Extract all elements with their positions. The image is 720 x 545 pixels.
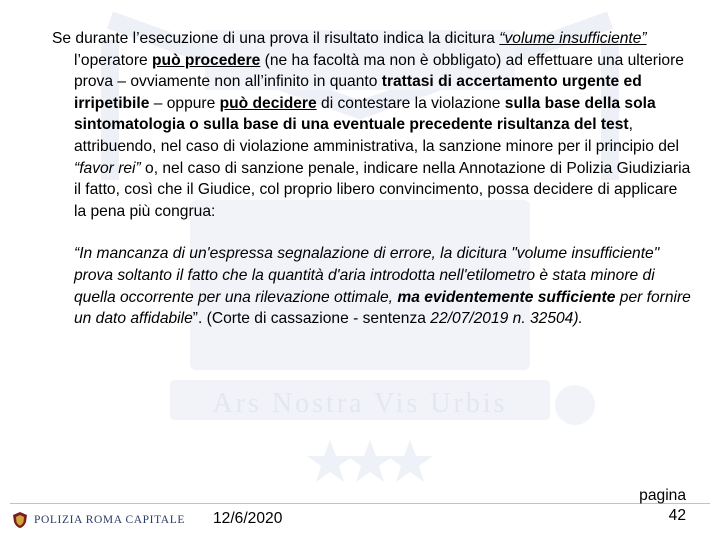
quote-run: 22/07/2019 n. 32504). [430,310,583,328]
paragraph-run: può procedere [152,51,261,69]
paragraph-run: “volume insufficiente” [499,30,647,47]
watermark-motto: Ars Nostra Vis Urbis [212,388,508,419]
paragraph-run: (ne ha facoltà ma non è obbligato) ad effettuare una ulteriore prova – ovviamente non all’infinito in quanto [74,51,684,91]
court-citation-quote [52,243,692,329]
quote-run: “In mancanza di un'espressa segnalazione di errore, la dicitura "volume insufficiente" prova soltanto il fatto che la quantità d'aria introdotta nell'etilometro è stata minore di quella occorrente per una rilevazione ottimale, [74,245,660,306]
footer-divider [10,503,710,504]
paragraph-run: può decidere [219,94,317,112]
paragraph-run: di contestare la violazione [316,94,505,112]
footer-logo [12,511,185,529]
page-label: pagina [639,487,686,504]
quote-run: ma evidentemente sufficiente [397,288,616,306]
quote-run: per fornire un dato affidabile [74,288,691,328]
paragraph-run: Se durante l’esecuzione di una prova il risultato indica la dicitura [52,30,500,47]
paragraph-run: l’operatore [74,51,153,69]
paragraph-run: – oppure [149,94,220,112]
page-number: 42 [668,507,686,524]
police-shield-icon [12,511,28,529]
paragraph-run: sulla base della sola sintomatologia o sulla base di una eventuale precedente risultanza del test [74,94,656,134]
paragraph-run: , attribuendo, nel caso di violazione amministrativa, la sanzione minore per il principio del [74,116,680,155]
slide-content [52,28,692,330]
paragraph-run: “favor rei” [74,159,141,177]
footer-date: 12/6/2020 [213,510,283,527]
paragraph-run: o, nel caso di sanzione penale, indicare nella Annotazione di Polizia Giudiziaria il fatto, così che il Giudice, col proprio libero convincimento, possa decidere di applicare la pena più congrua: [74,159,691,220]
logo-text: POLIZIA ROMA CAPITALE [34,514,185,526]
main-paragraph [52,28,692,222]
page-number-block [639,486,686,526]
quote-run: ”. (Corte di cassazione - sentenza [192,310,431,328]
paragraph-run: trattasi di accertamento urgente ed irripetibile [74,73,642,112]
